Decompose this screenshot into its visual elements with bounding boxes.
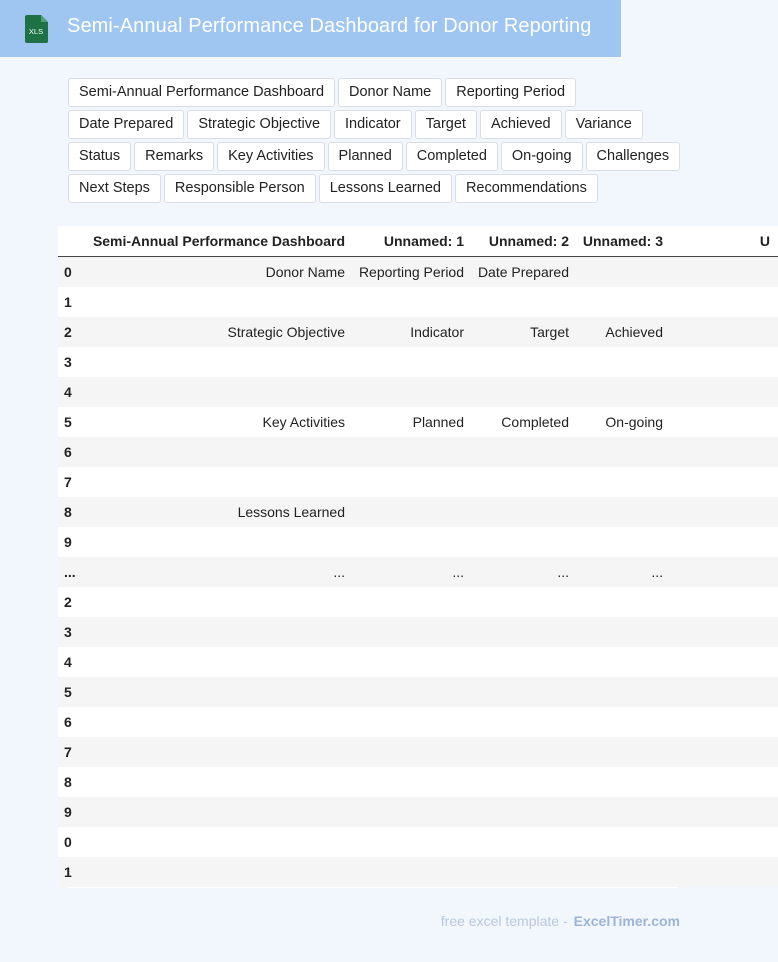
table-cell[interactable]: Donor Name [73,257,353,288]
row-index: 1 [58,287,73,317]
table-row [58,557,778,587]
column-tag[interactable]: Lessons Learned [319,174,452,203]
table-cell[interactable] [353,467,472,497]
table-cell[interactable] [472,527,577,557]
table-cell[interactable]: Target [472,317,577,347]
row-index: 8 [58,767,73,797]
table-cell[interactable] [671,767,778,797]
table-body [58,257,778,888]
table-cell[interactable] [671,287,778,317]
table-cell[interactable] [472,377,577,407]
table-cell[interactable] [73,647,353,677]
column-tag[interactable]: Key Activities [217,142,324,171]
table-cell[interactable]: On-going [577,407,671,437]
table-cell[interactable] [671,737,778,767]
column-tag-list [68,78,693,203]
table-cell[interactable] [73,677,353,707]
table-cell[interactable] [671,707,778,737]
header-banner [0,0,621,57]
table-cell[interactable] [577,677,671,707]
row-index: 3 [58,347,73,377]
table-cell[interactable] [353,767,472,797]
table-row [58,407,778,437]
table-cell[interactable] [577,347,671,377]
table-cell[interactable] [472,497,577,527]
table-cell[interactable] [73,797,353,827]
table-cell[interactable] [472,737,577,767]
column-tag[interactable]: Strategic Objective [187,110,331,139]
footer-brand-link[interactable]: ExcelTimer.com [573,913,680,929]
table-cell[interactable] [577,767,671,797]
column-tag[interactable]: Next Steps [68,174,161,203]
table-cell[interactable] [671,437,778,467]
excel-file-icon [21,14,51,44]
table-cell[interactable]: ... [472,557,577,587]
table-cell[interactable] [577,287,671,317]
table-cell[interactable] [671,497,778,527]
table-cell[interactable]: Reporting Period [353,257,472,288]
table-cell[interactable] [73,287,353,317]
table-cell[interactable] [671,617,778,647]
table-cell[interactable] [577,497,671,527]
table-cell[interactable] [671,347,778,377]
table-cell[interactable] [577,617,671,647]
table-cell[interactable] [73,377,353,407]
column-header[interactable]: U [671,226,778,257]
table-cell[interactable] [353,377,472,407]
table-cell[interactable] [73,767,353,797]
table-cell[interactable] [671,857,778,887]
table-cell[interactable] [472,797,577,827]
column-tag[interactable]: Recommendations [455,174,598,203]
table-cell[interactable]: Lessons Learned [73,497,353,527]
table-cell[interactable] [472,587,577,617]
column-tag[interactable]: On-going [501,142,583,171]
table-row [58,737,778,767]
table-row [58,647,778,677]
table-row [58,437,778,467]
table-cell[interactable] [577,797,671,827]
table-cell[interactable] [472,827,577,857]
table-row [58,317,778,347]
data-table [58,226,778,887]
column-header[interactable] [58,226,73,257]
table-cell[interactable]: ... [73,557,353,587]
table-cell[interactable] [472,857,577,887]
table-cell[interactable] [671,377,778,407]
row-index: 6 [58,437,73,467]
table-cell[interactable] [577,377,671,407]
column-header[interactable]: Unnamed: 3 [577,226,671,257]
table-cell[interactable] [472,647,577,677]
column-tag[interactable]: Variance [565,110,643,139]
row-index: ... [58,557,73,587]
table-cell[interactable] [353,587,472,617]
table-cell[interactable] [472,467,577,497]
table-row [58,797,778,827]
table-cell[interactable] [671,677,778,707]
table-cell[interactable] [472,677,577,707]
row-index: 2 [58,587,73,617]
data-table-container[interactable] [64,226,770,888]
row-index: 4 [58,647,73,677]
table-cell[interactable] [671,527,778,557]
svg-text:XLS: XLS [28,27,44,36]
column-tag[interactable]: Status [68,142,131,171]
column-tag[interactable]: Challenges [586,142,681,171]
column-header[interactable]: Unnamed: 2 [472,226,577,257]
table-cell[interactable] [671,467,778,497]
table-cell[interactable] [577,707,671,737]
table-cell[interactable]: Achieved [577,317,671,347]
table-row [58,707,778,737]
row-index: 8 [58,497,73,527]
table-cell[interactable] [671,647,778,677]
table-cell[interactable] [73,857,353,887]
table-cell[interactable] [353,617,472,647]
table-cell[interactable] [577,647,671,677]
table-row [58,827,778,857]
table-cell[interactable] [353,527,472,557]
column-tag[interactable]: Planned [328,142,403,171]
table-cell[interactable] [73,347,353,377]
table-cell[interactable] [73,827,353,857]
column-tag[interactable]: Achieved [480,110,562,139]
table-cell[interactable] [671,557,778,587]
table-cell[interactable]: Indicator [353,317,472,347]
table-cell[interactable] [671,257,778,288]
table-row [58,287,778,317]
table-cell[interactable] [73,527,353,557]
table-cell[interactable] [577,587,671,617]
table-cell[interactable]: ... [353,557,472,587]
footer-text: free excel template - [440,913,568,929]
table-cell[interactable] [73,617,353,647]
column-tag[interactable]: Date Prepared [68,110,184,139]
table-cell[interactable] [73,437,353,467]
table-cell[interactable]: Date Prepared [472,257,577,288]
table-row [58,677,778,707]
table-cell[interactable] [73,737,353,767]
table-cell[interactable] [472,767,577,797]
table-cell[interactable] [671,797,778,827]
table-cell[interactable] [353,497,472,527]
column-tag[interactable]: Donor Name [338,78,442,107]
page-title: Semi-Annual Performance Dashboard for Donor Reporting [67,15,592,37]
row-index: 5 [58,677,73,707]
column-header[interactable]: Unnamed: 1 [353,226,472,257]
table-row [58,497,778,527]
column-tag[interactable]: Indicator [334,110,412,139]
column-header[interactable]: Semi-Annual Performance Dashboard [73,226,353,257]
row-index: 6 [58,707,73,737]
table-cell[interactable] [353,707,472,737]
table-cell[interactable] [472,707,577,737]
column-tag[interactable]: Responsible Person [164,174,316,203]
table-cell[interactable] [472,617,577,647]
table-header-row [58,226,778,257]
table-cell[interactable] [73,587,353,617]
table-cell[interactable] [472,347,577,377]
table-cell[interactable] [353,437,472,467]
table-cell[interactable]: Completed [472,407,577,437]
table-cell[interactable]: Planned [353,407,472,437]
table-row [58,617,778,647]
column-tag[interactable]: Semi-Annual Performance Dashboard [68,78,335,107]
table-cell[interactable] [472,437,577,467]
table-cell[interactable] [671,827,778,857]
table-cell[interactable] [353,827,472,857]
row-index: 9 [58,797,73,827]
table-cell[interactable] [671,317,778,347]
row-index: 5 [58,407,73,437]
table-cell[interactable] [353,647,472,677]
table-cell[interactable] [671,587,778,617]
table-row [58,257,778,288]
table-cell[interactable] [671,407,778,437]
column-tag[interactable]: Target [415,110,477,139]
table-row [58,587,778,617]
table-cell[interactable] [353,797,472,827]
table-cell[interactable] [353,677,472,707]
table-cell[interactable] [577,737,671,767]
table-cell[interactable]: Key Activities [73,407,353,437]
row-index: 7 [58,737,73,767]
column-tag[interactable]: Reporting Period [445,78,576,107]
table-cell[interactable] [577,527,671,557]
table-cell[interactable] [577,257,671,288]
table-row [58,377,778,407]
column-tag[interactable]: Completed [406,142,498,171]
table-cell[interactable] [73,467,353,497]
table-cell[interactable] [73,707,353,737]
row-index: 2 [58,317,73,347]
table-cell[interactable] [577,827,671,857]
table-cell[interactable] [577,857,671,887]
table-cell[interactable]: Strategic Objective [73,317,353,347]
row-index: 9 [58,527,73,557]
table-cell[interactable] [472,287,577,317]
row-index: 0 [58,827,73,857]
footer [441,913,680,929]
table-cell[interactable]: ... [577,557,671,587]
table-cell[interactable] [577,437,671,467]
row-index: 4 [58,377,73,407]
table-row [58,527,778,557]
table-cell[interactable] [577,467,671,497]
row-index: 7 [58,467,73,497]
table-cell[interactable] [353,347,472,377]
table-row [58,347,778,377]
table-cell[interactable] [353,737,472,767]
row-index: 1 [58,857,73,887]
table-cell[interactable] [353,287,472,317]
table-row [58,767,778,797]
table-row [58,857,778,887]
column-tag[interactable]: Remarks [134,142,214,171]
table-row [58,467,778,497]
row-index: 3 [58,617,73,647]
row-index: 0 [58,257,73,288]
table-cell[interactable] [353,857,472,887]
